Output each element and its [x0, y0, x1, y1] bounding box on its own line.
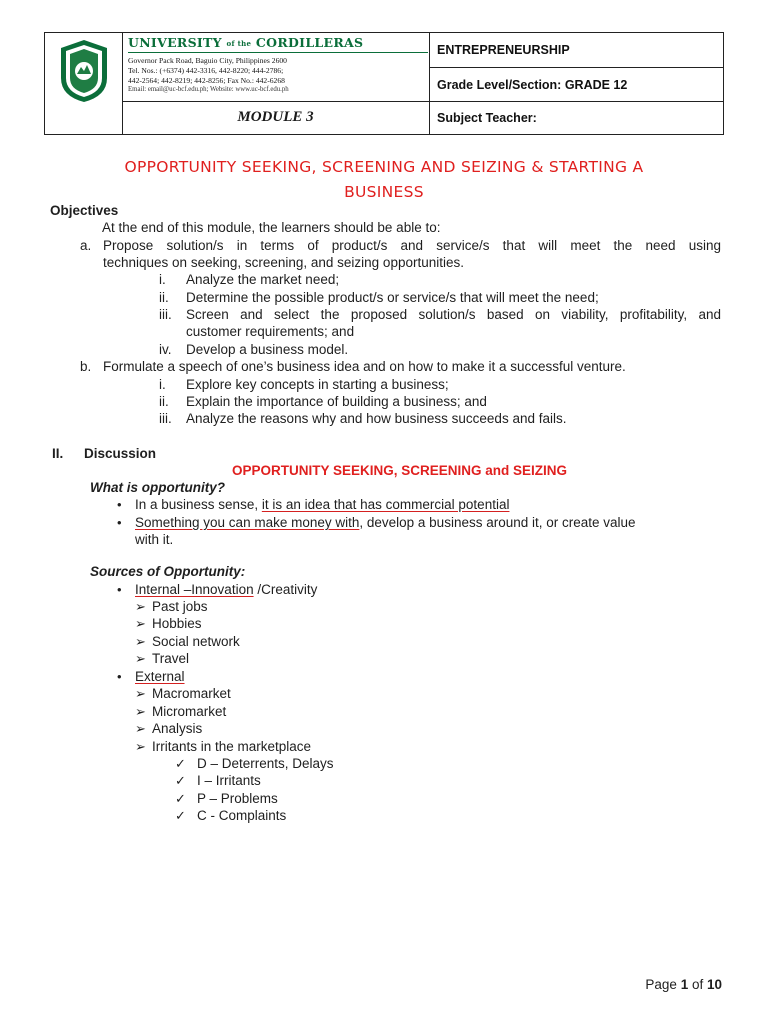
- source-item: Travel: [152, 651, 190, 666]
- list-marker: iii.: [159, 307, 172, 322]
- objective-a-item: Analyze the market need;: [186, 272, 340, 287]
- objective-a-item-continued: customer requirements; and: [186, 324, 355, 339]
- list-marker: ii.: [159, 290, 169, 305]
- source-item: Irritants in the marketplace: [152, 739, 312, 754]
- bullet-icon: •: [117, 497, 122, 512]
- university-name: UNIVERSITY of the CORDILLERAS: [128, 35, 364, 50]
- source-item: Macromarket: [152, 686, 231, 701]
- document-title: [70, 155, 698, 205]
- arrow-bullet-icon: ➢: [135, 739, 146, 754]
- university-address: Governor Pack Road, Baguio City, Philippines 2600: [128, 56, 287, 65]
- objective-a-item: Develop a business model.: [186, 342, 349, 357]
- arrow-bullet-icon: ➢: [135, 686, 146, 701]
- bullet-icon: •: [117, 669, 122, 684]
- title-line: BUSINESS: [344, 183, 424, 201]
- sources-heading: Sources of Opportunity:: [90, 564, 246, 579]
- list-marker: i.: [159, 377, 166, 392]
- university-telephone-fax: 442-2564; 442-8219; 442-8256; Fax No.: 442-6268: [128, 76, 285, 85]
- objective-a-continued: techniques on seeking, screening, and seizing opportunities.: [103, 255, 464, 270]
- dipc-item: C - Complaints: [197, 808, 287, 823]
- checkmark-icon: ✓: [175, 756, 186, 771]
- dipc-item: D – Deterrents, Delays: [197, 756, 334, 771]
- list-marker: i.: [159, 272, 166, 287]
- title-line: OPPORTUNITY SEEKING, SCREENING AND SEIZING & STARTING A: [124, 158, 644, 176]
- objective-a-item: Screen and select the proposed solution/s based on viability, profitability, and: [186, 307, 721, 322]
- discussion-subheading: OPPORTUNITY SEEKING, SCREENING and SEIZING: [232, 463, 568, 478]
- dipc-item: I – Irritants: [197, 773, 261, 788]
- arrow-bullet-icon: ➢: [135, 634, 146, 649]
- source-external: External: [135, 669, 185, 684]
- dipc-item: P – Problems: [197, 791, 278, 806]
- checkmark-icon: ✓: [175, 791, 186, 806]
- objectives-heading: Objectives: [50, 203, 119, 218]
- list-marker: ii.: [159, 394, 169, 409]
- list-marker: a.: [80, 238, 92, 253]
- subject-name: ENTREPRENEURSHIP: [437, 43, 570, 57]
- bullet-icon: •: [117, 582, 122, 597]
- opportunity-definition: Something you can make money with, develop a business around it, or create value: [135, 515, 636, 530]
- arrow-bullet-icon: ➢: [135, 721, 146, 736]
- opportunity-definition-continued: with it.: [135, 532, 174, 547]
- objective-a: Propose solution/s in terms of product/s and service/s that will meet the need using: [103, 238, 721, 253]
- divider: [122, 101, 723, 102]
- subject-teacher: Subject Teacher:: [437, 111, 537, 125]
- university-contact: Email: email@uc-bcf.edu.ph; Website: www.uc-bcf.edu.ph: [128, 86, 289, 93]
- source-item: Hobbies: [152, 616, 202, 631]
- section-marker: II.: [52, 446, 64, 461]
- list-marker: iv.: [159, 342, 172, 357]
- university-telephone: Tel. Nos.: (+6374) 442-3316, 442-8220; 444-2786;: [128, 66, 284, 75]
- objectives-intro: At the end of this module, the learners should be able to:: [102, 220, 441, 235]
- header-table: [44, 32, 724, 135]
- discussion-heading: Discussion: [84, 446, 157, 461]
- objective-b: Formulate a speech of one’s business idea and on how to make it a successful venture.: [103, 359, 626, 374]
- source-item: Past jobs: [152, 599, 208, 614]
- checkmark-icon: ✓: [175, 773, 186, 788]
- list-marker: b.: [80, 359, 92, 374]
- opportunity-definition: In a business sense, it is an idea that has commercial potential: [135, 497, 510, 512]
- arrow-bullet-icon: ➢: [135, 704, 146, 719]
- arrow-bullet-icon: ➢: [135, 616, 146, 631]
- module-label: MODULE 3: [237, 109, 314, 125]
- objective-b-item: Explain the importance of building a business; and: [186, 394, 487, 409]
- objective-a-item: Determine the possible product/s or service/s that will meet the need;: [186, 290, 599, 305]
- page-number: Page 1 of 10: [645, 977, 722, 992]
- source-item: Social network: [152, 634, 240, 649]
- source-item: Micromarket: [152, 704, 227, 719]
- objective-b-item: Analyze the reasons why and how business succeeds and fails.: [186, 411, 567, 426]
- objective-b-item: Explore key concepts in starting a business;: [186, 377, 449, 392]
- arrow-bullet-icon: ➢: [135, 599, 146, 614]
- source-internal: Internal –Innovation /Creativity: [135, 582, 318, 597]
- source-item: Analysis: [152, 721, 203, 736]
- list-marker: iii.: [159, 411, 172, 426]
- university-seal-logo: [57, 38, 111, 104]
- opportunity-question: What is opportunity?: [90, 480, 225, 495]
- divider: [429, 33, 430, 134]
- arrow-bullet-icon: ➢: [135, 651, 146, 666]
- divider: [429, 67, 723, 68]
- divider: [128, 52, 428, 53]
- grade-level-section: Grade Level/Section: GRADE 12: [437, 78, 628, 92]
- checkmark-icon: ✓: [175, 808, 186, 823]
- bullet-icon: •: [117, 515, 122, 530]
